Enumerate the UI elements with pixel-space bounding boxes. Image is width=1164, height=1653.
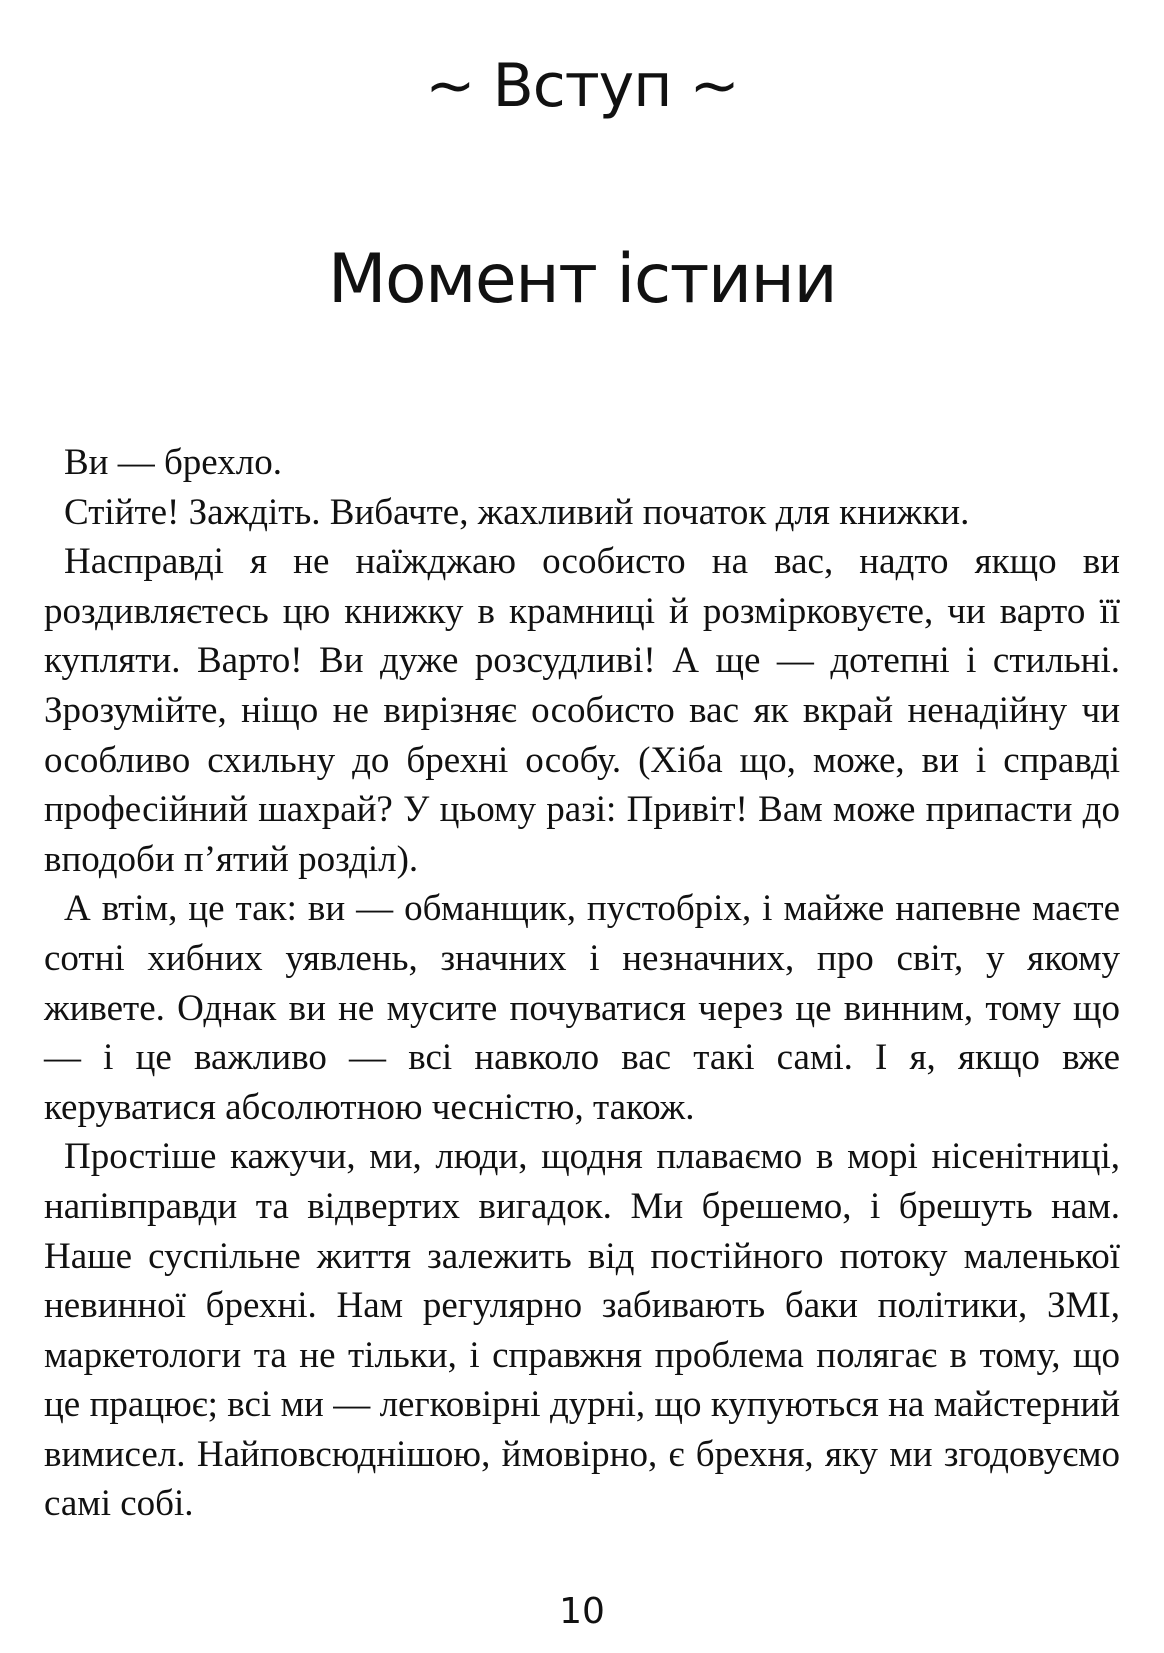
paragraph: А втім, це так: ви — обманщик, пустобріх, і майже напевне маєте сотні хибних уявлень, значних і незначних, про світ, у якому живете. Однак ви не мусите почуватися через це винним, тому що — і це важливо — всі навколо вас такі самі. І я, якщо вже керуватися абсолютною чесністю, також. xyxy=(44,888,1120,1128)
chapter-title: Момент істини xyxy=(327,240,837,319)
section-label: ~ Вступ ~ xyxy=(425,51,739,121)
paragraph: Стійте! Заждіть. Вибачте, жахливий початок для книжки. xyxy=(64,491,970,533)
body-text xyxy=(44,438,1120,1529)
paragraph: Простіше кажучи, ми, люди, щодня плаваємо в морі нісенітниці, напівправди та відвертих вигадок. Ми брешемо, і брешуть нам. Наше суспільне життя залежить від постійного потоку маленької невинної брехні. Нам регулярно забивають баки політики, ЗМІ, маркетологи та не тільки, і справжня проблема полягає в тому, що це працює; всі ми — легковірні дурні, що купуються на майстерний вимисел. Найповсюднішою, ймовірно, є брехня, яку ми згодовуємо самі собі. xyxy=(44,1136,1120,1525)
paragraph: Насправді я не наїжджаю особисто на вас, надто якщо ви роздивляєтесь цю книжку в крамниці й розмірковуєте, чи варто її купляти. Варто! Ви дуже розсудливі! А ще — дотепні і стильні. Зрозумійте, ніщо не вирізняє особисто вас як вкрай ненадійну чи особливо схильну до брехні особу. (Хіба що, може, ви і справді професійний шахрай? У цьому разі: Привіт! Вам може припасти до вподоби п’ятий розділ). xyxy=(44,541,1120,880)
page-number: 10 xyxy=(559,1591,605,1632)
paragraph: Ви — брехло. xyxy=(64,442,282,483)
